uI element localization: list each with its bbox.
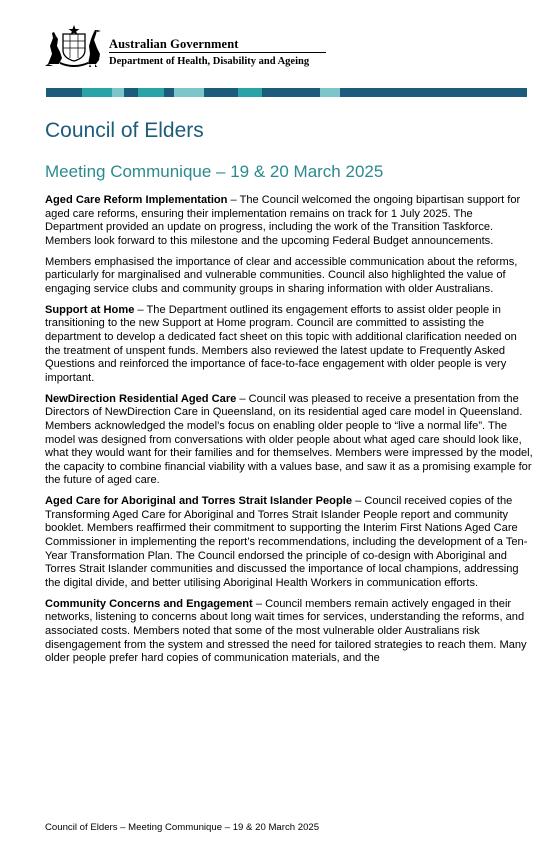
body-paragraph <box>45 598 533 666</box>
band-segment <box>82 88 112 97</box>
paragraph-text: – Council received copies of the Transforming Aged Care for Aboriginal and Torres Strait Islander People report and community booklet. Members reaffirmed their commitment to supporting the Interim First Nations Aged Care Commissioner in implementing the report’s recommendations, including the development of a Ten-Year Transformation Plan. The Council endorsed the principle of co-design with Aboriginal and Torres Strait Islander communities and discussed the importance of local champions, addressing the digital divide, and better utilising Aboriginal Health Workers in communication efforts. <box>45 495 528 590</box>
band-segment <box>370 88 527 97</box>
page-header <box>0 0 559 100</box>
band-segment <box>112 88 124 97</box>
body-paragraph <box>45 495 533 591</box>
paragraph-text: – Council members remain actively engaged in their networks, listening to concerns about long wait times for services, understanding the reforms, and associated costs. Members noted that some of the most vulnerable older Australians risk disengagement from the system and stressed the need for tailored strategies to reach them. Many older people prefer hard copies of communication materials, and the <box>45 597 527 665</box>
paragraph-heading: NewDirection Residential Aged Care <box>45 392 237 405</box>
band-segment <box>262 88 280 97</box>
paragraph-text: – The Department outlined its engagement efforts to assist older people in transitioning to the new Support at Home program. Council are committed to assisting the department to develop a dedicated fact sheet on this topic with additional clarification needed on the treatment of unspent funds. Members also reviewed the latest update to Frequently Asked Questions and reinforced the importance of face-to-face engagement with older people is very important. <box>45 303 517 384</box>
band-segment <box>164 88 174 97</box>
paragraph-heading: Aged Care Reform Implementation <box>45 194 228 206</box>
band-segment <box>320 88 340 97</box>
paragraph-heading: Community Concerns and Engagement <box>45 597 253 610</box>
paragraph-text: Members emphasised the importance of clear and accessible communication about the reforms, particularly for marginalised and vulnerable communities. Council also highlighted the value of engaging service clubs and community groups in sharing information with older Australians. <box>45 255 518 295</box>
paragraph-text: – The Council welcomed the ongoing bipartisan support for aged care reforms, ensuring their implementation remains on track for 1 July 2025. The Department provided an update on progress, including the work of the Transition Taskforce. Members look forward to this milestone and the upcoming Federal Budget announcements. <box>45 194 521 247</box>
paragraph-text: – Council was pleased to receive a presentation from the Directors of NewDirection Care in Queensland, on its residential aged care model in Queensland. Members acknowledged the model’s focus on enabling older people to “live a normal life”. The model was designed from conversations with older people about what aged care should look like, what they would want for their families and for themselves. Members were impressed by the model, the capacity to combine financial viability with a values base, and saw it as a promising example for the future of aged care. <box>45 392 533 487</box>
document-title: Council of Elders <box>45 119 204 142</box>
paragraph-heading: Aged Care for Aboriginal and Torres Strait Islander People <box>45 495 352 508</box>
paragraph-heading: Support at Home <box>45 303 135 316</box>
department-name: Department of Health, Disability and Ageing <box>109 56 310 67</box>
coat-of-arms-icon <box>44 24 104 68</box>
body-paragraph <box>45 194 533 249</box>
band-segment <box>174 88 204 97</box>
body-paragraph <box>45 304 533 386</box>
band-segment <box>46 88 82 97</box>
band-segment <box>204 88 238 97</box>
band-segment <box>138 88 164 97</box>
body-paragraph <box>45 393 533 489</box>
band-segment <box>340 88 370 97</box>
document-subtitle: Meeting Communique – 19 & 20 March 2025 <box>45 162 384 181</box>
band-segment <box>238 88 262 97</box>
color-band <box>46 88 527 97</box>
band-segment <box>124 88 138 97</box>
body-paragraph <box>45 256 533 297</box>
header-divider <box>109 52 326 53</box>
document-body <box>45 194 533 673</box>
government-name: Australian Government <box>109 37 239 51</box>
band-segment <box>280 88 320 97</box>
page-footer: Council of Elders – Meeting Communique – 19 & 20 March 2025 <box>45 822 320 833</box>
